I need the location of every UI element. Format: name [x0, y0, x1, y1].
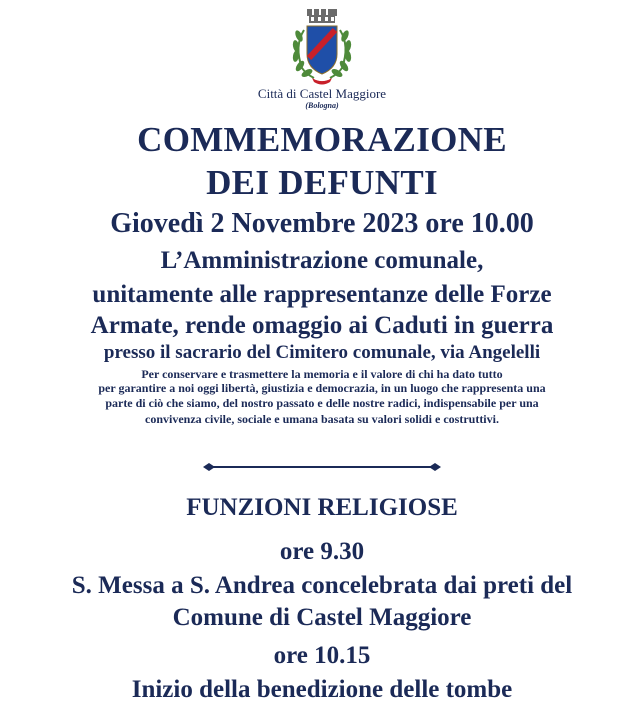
page-title-line2: DEI DEFUNTI: [206, 163, 438, 202]
purpose-line2: per garantire a noi oggi libertà, giustizia e democrazia, in un luogo che rappresenta una: [98, 381, 546, 395]
page-title-line1: COMMEMORAZIONE: [137, 120, 507, 159]
province-name: (Bologna): [305, 101, 339, 110]
mass-time: ore 9.30: [279, 538, 365, 565]
religious-heading: FUNZIONI RELIGIOSE: [186, 494, 458, 521]
ribbon-icon: [312, 78, 332, 85]
purpose-line4: convivenza civile, sociale e umana basata su valori solidi e costruttivi.: [145, 412, 499, 426]
blessing-time: ore 10.15: [273, 642, 371, 669]
section-divider: [203, 462, 441, 472]
announcement-line1: L’Amministrazione comunale,: [160, 247, 484, 274]
purpose-line3: parte di ciò che siamo, del nostro passato e delle nostre radici, indispensabile per una: [105, 396, 539, 410]
announcement-line3: Armate, rende omaggio ai Caduti in guerra: [90, 312, 554, 339]
mass-description-line2: Comune di Castel Maggiore: [172, 604, 472, 631]
purpose-line1: Per conservare e trasmettere la memoria e il valore di chi ha dato tutto: [141, 367, 503, 381]
shield-icon: [307, 26, 337, 74]
city-name: Città di Castel Maggiore: [257, 86, 387, 101]
crown-icon: [307, 9, 337, 23]
mass-description-line1: S. Messa a S. Andrea concelebrata dai preti del: [71, 572, 573, 599]
municipal-crest-icon: [282, 6, 362, 88]
announcement-line2: unitamente alle rappresentanze delle Forze: [92, 281, 552, 308]
event-location: presso il sacrario del Cimitero comunale, via Angelelli: [103, 342, 541, 363]
event-date: Giovedì 2 Novembre 2023 ore 10.00: [110, 208, 534, 239]
blessing-description: Inizio della benedizione delle tombe: [131, 676, 513, 703]
